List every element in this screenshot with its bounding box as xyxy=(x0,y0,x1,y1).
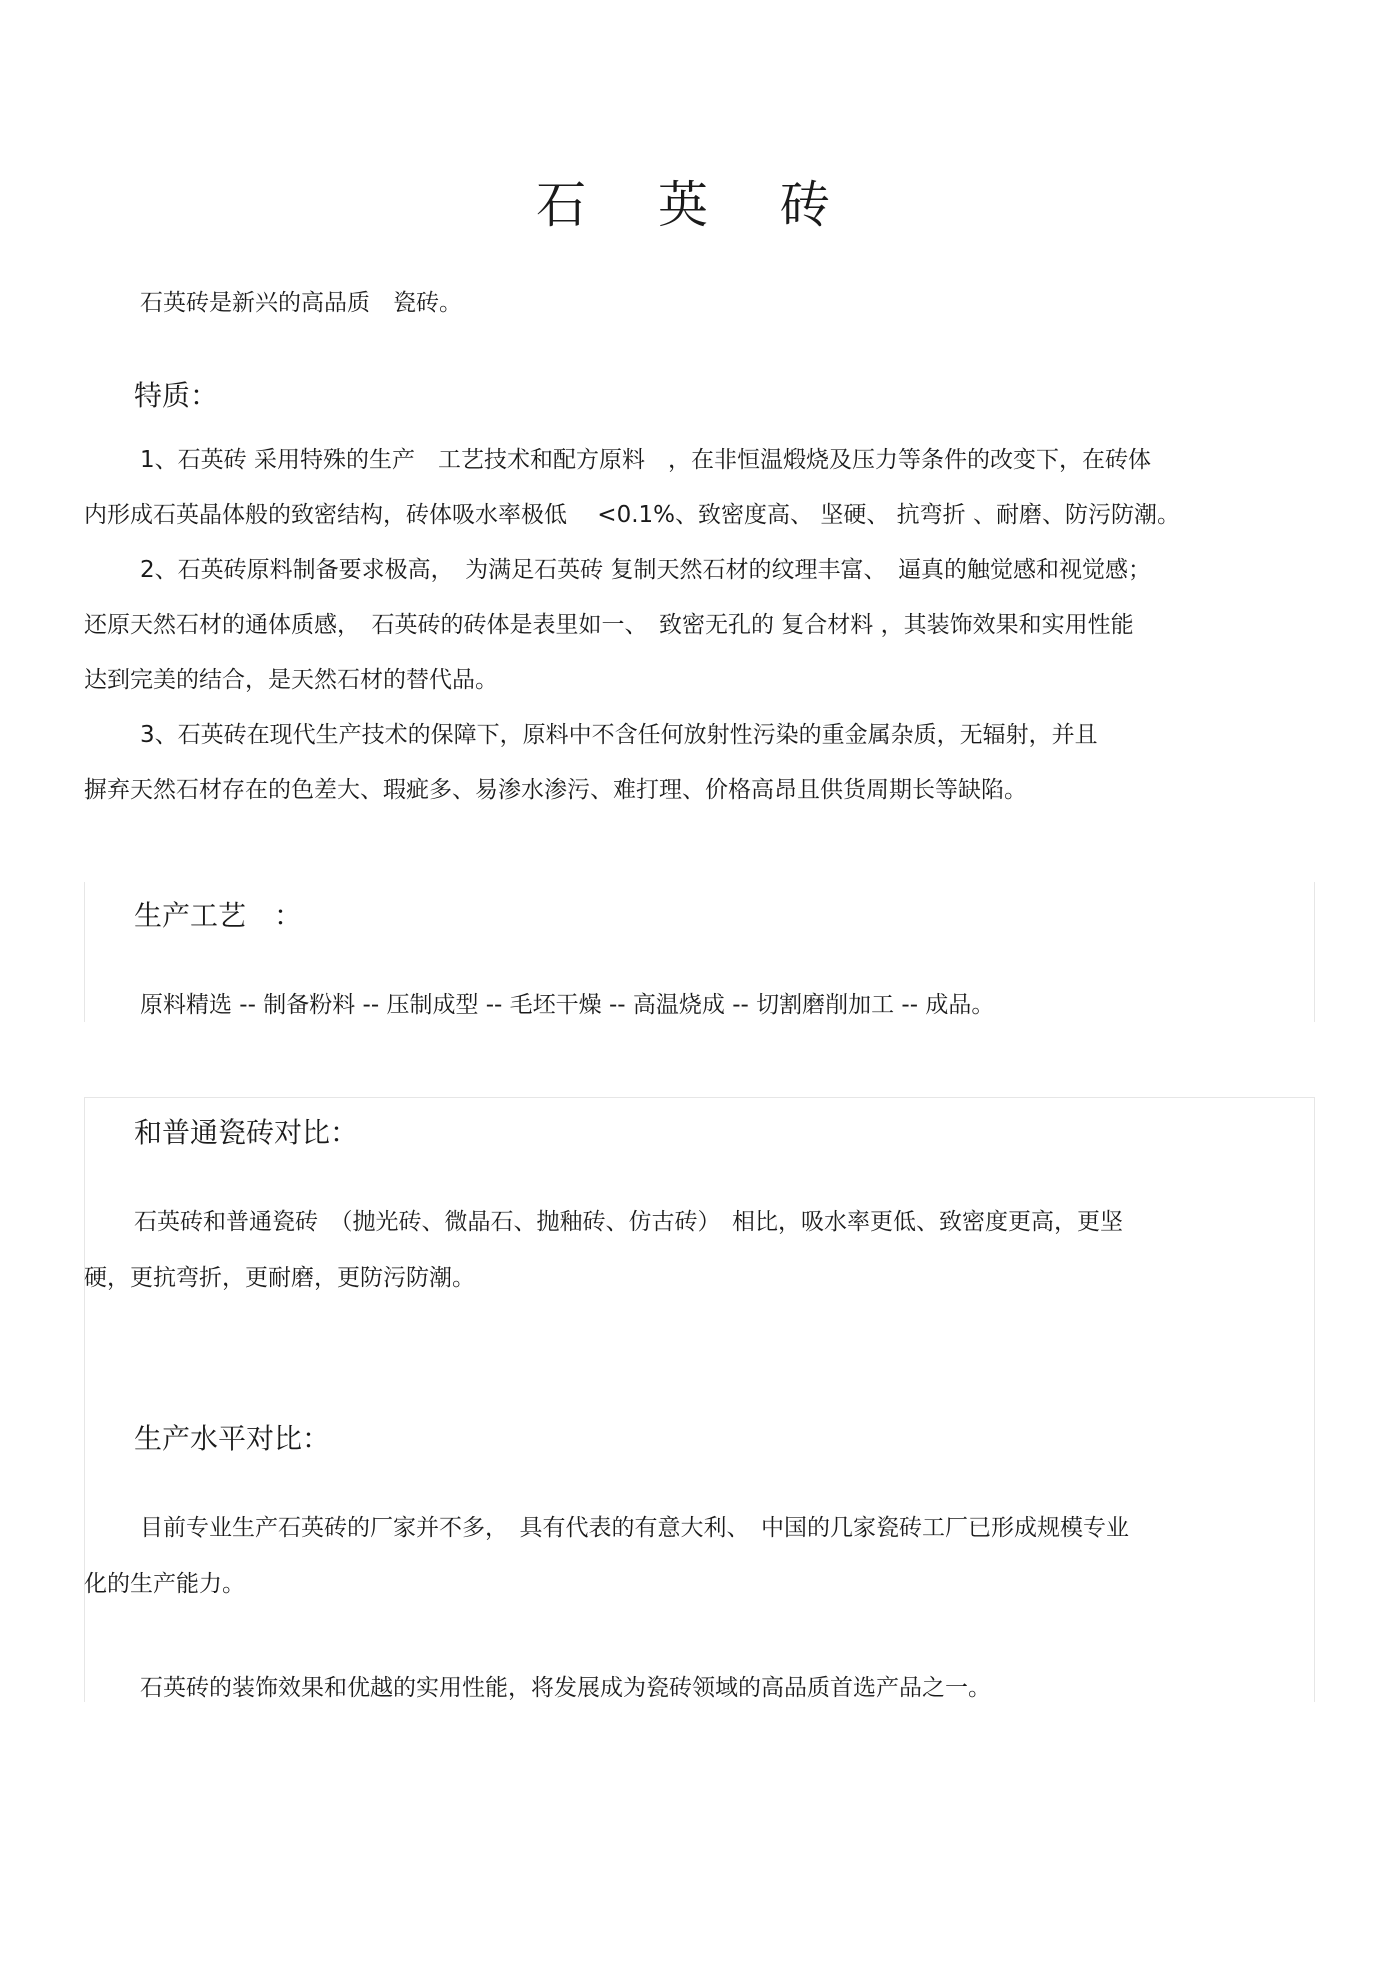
features-line: 达到完美的结合，是天然石材的替代品。 xyxy=(84,667,498,693)
comparison-heading: 和普通瓷砖对比： xyxy=(134,1116,359,1149)
features-line: 3、石英砖在现代生产技术的保障下，原料中不含任何放射性污染的重金属杂质，无辐射，并且 xyxy=(140,722,1098,748)
production-level-heading: 生产水平对比： xyxy=(134,1422,331,1455)
production-level-line: 目前专业生产石英砖的厂家并不多， 具有代表的有意大利、 中国的几家瓷砖工厂已形成规模专业 xyxy=(140,1515,1129,1541)
process-heading: 生产工艺 ： xyxy=(134,899,303,932)
process-text: 原料精选 -- 制备粉料 -- 压制成型 -- 毛坯干燥 -- 高温烧成 -- 切割磨削加工 -- 成品。 xyxy=(140,992,995,1018)
features-line: 摒弃天然石材存在的色差大、瑕疵多、易渗水渗污、难打理、价格高昂且供货周期长等缺陷。 xyxy=(84,777,1027,803)
comparison-line: 硬，更抗弯折，更耐磨，更防污防潮。 xyxy=(84,1265,475,1291)
document-title: 石 英 砖 xyxy=(536,176,858,234)
intro-paragraph: 石英砖是新兴的高品质 瓷砖。 xyxy=(140,290,462,316)
features-heading: 特质： xyxy=(134,379,219,412)
production-level-line: 化的生产能力。 xyxy=(84,1571,245,1597)
features-line: 2、石英砖原料制备要求极高， 为满足石英砖 复制天然石材的纹理丰富、 逼真的触觉感和视觉感； xyxy=(140,557,1151,583)
features-line: 1、石英砖 采用特殊的生产 工艺技术和配方原料 ，在非恒温煅烧及压力等条件的改变下，在砖体 xyxy=(140,447,1151,473)
comparison-line: 石英砖和普通瓷砖 （抛光砖、微晶石、抛釉砖、仿古砖） 相比，吸水率更低、致密度更高，更坚 xyxy=(134,1209,1123,1235)
comparison-frame xyxy=(84,1097,1315,1702)
closing-paragraph: 石英砖的装饰效果和优越的实用性能，将发展成为瓷砖领域的高品质首选产品之一。 xyxy=(140,1675,991,1701)
features-line: 还原天然石材的通体质感， 石英砖的砖体是表里如一、 致密无孔的 复合材料 ，其装饰效果和实用性能 xyxy=(84,612,1134,638)
features-line: 内形成石英晶体般的致密结构，砖体吸水率极低 <0.1%、致密度高、 坚硬、 抗弯折 、耐磨、防污防潮。 xyxy=(84,502,1180,528)
